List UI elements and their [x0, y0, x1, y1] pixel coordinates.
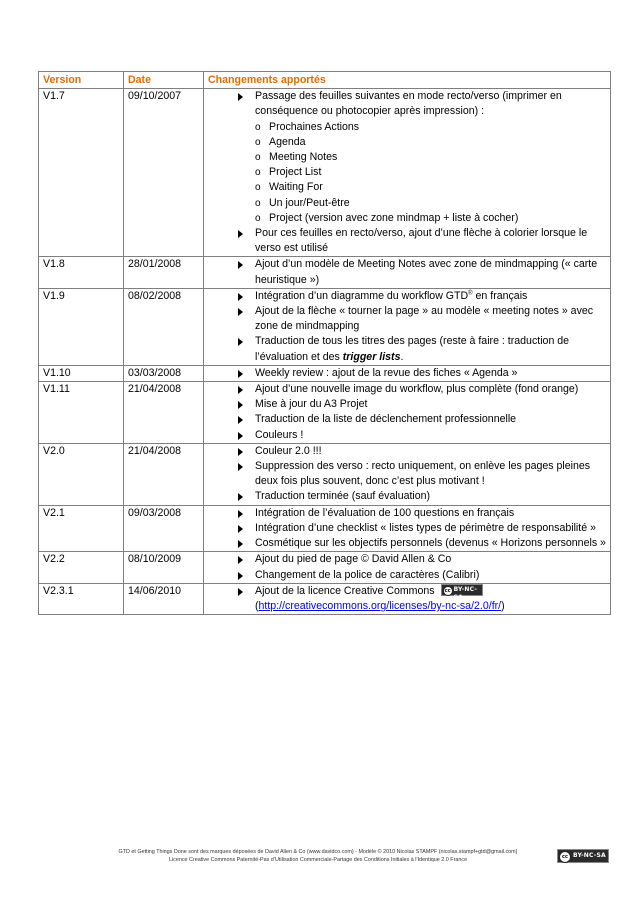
circle-bullet-icon: o — [255, 121, 261, 133]
change-item — [238, 536, 606, 551]
change-list — [208, 257, 606, 287]
sub-item-text: Project List — [269, 166, 322, 179]
cc-logo: cc — [443, 586, 453, 596]
sub-item — [255, 135, 606, 150]
table-row — [39, 443, 611, 505]
link-paren-close: ) — [501, 599, 505, 612]
change-text: Changement de la police de caractères (Calibri) — [255, 568, 480, 581]
change-text: Intégration d’une checklist « listes types de périmètre de responsabilité » — [255, 521, 596, 534]
version-cell: V2.1 — [39, 505, 124, 552]
changes-cell — [204, 365, 611, 381]
change-text: . — [400, 350, 404, 363]
sub-item-text: Waiting For — [269, 181, 323, 194]
sub-item-text: Meeting Notes — [269, 151, 338, 164]
changes-cell — [204, 257, 611, 288]
date-cell: 09/03/2008 — [124, 505, 204, 552]
change-text: Traduction de tous les titres des pages (reste à faire : traduction de l’évaluation et des — [255, 335, 570, 363]
change-item — [238, 444, 606, 459]
version-cell: V2.0 — [39, 443, 124, 505]
sub-item — [255, 180, 606, 195]
header-date: Date — [124, 72, 204, 89]
change-item — [238, 552, 606, 567]
change-item — [238, 257, 606, 287]
version-cell: V1.8 — [39, 257, 124, 288]
change-list — [208, 89, 606, 256]
version-cell: V1.10 — [39, 365, 124, 381]
date-cell: 28/01/2008 — [124, 257, 204, 288]
change-item — [238, 334, 606, 364]
change-text: Couleurs ! — [255, 428, 304, 441]
change-item — [238, 412, 606, 427]
change-text: Ajout de la licence Creative Commons — [255, 584, 435, 597]
page-footer — [88, 848, 548, 864]
version-cell: V1.11 — [39, 382, 124, 444]
change-text: Weekly review : ajout de la revue des fiches « Agenda » — [255, 366, 518, 379]
date-cell: 08/10/2009 — [124, 552, 204, 583]
circle-bullet-icon: o — [255, 152, 261, 164]
change-text: Traduction de la liste de déclenchement professionnelle — [255, 413, 517, 426]
changelog-table — [38, 71, 611, 615]
changes-cell — [204, 505, 611, 552]
date-cell: 21/04/2008 — [124, 382, 204, 444]
footer-line-1: GTD et Getting Things Done sont des marques déposées de David Allen & Co (www.davidco.com) - Modèle © 2010 Nicolas STAMPF (nicolas.stampf+gtd@gmail.com) — [118, 849, 518, 855]
change-item — [238, 584, 606, 614]
bullet-arrow-icon — [238, 525, 243, 533]
changes-cell — [204, 89, 611, 257]
sub-item-text: Prochaines Actions — [269, 120, 360, 133]
circle-bullet-icon: o — [255, 197, 261, 209]
bullet-arrow-icon — [238, 416, 243, 424]
change-item — [238, 89, 606, 226]
change-text: Pour ces feuilles en recto/verso, ajout d’une flèche à colorier lorsque le verso est utilisé — [255, 227, 588, 255]
changes-cell — [204, 443, 611, 505]
change-text: Intégration de l’évaluation de 100 questions en français — [255, 506, 515, 519]
table-row — [39, 288, 611, 365]
bullet-arrow-icon — [238, 540, 243, 548]
date-cell: 14/06/2010 — [124, 583, 204, 614]
change-text: Suppression des verso : recto uniquement, on enlève les pages pleines deux fois plus souvent, donc c’est plus motivant ! — [255, 460, 591, 488]
change-item — [238, 489, 606, 504]
change-text: Intégration d’un diagramme du workflow GTD — [255, 289, 469, 302]
change-item — [238, 506, 606, 521]
bullet-arrow-icon — [238, 556, 243, 564]
change-item — [238, 459, 606, 489]
circle-bullet-icon: o — [255, 182, 261, 194]
bullet-arrow-icon — [238, 293, 243, 301]
bullet-arrow-icon — [238, 370, 243, 378]
change-text: Traduction terminée (sauf évaluation) — [255, 490, 431, 503]
change-text: Mise à jour du A3 Projet — [255, 398, 368, 411]
change-item — [238, 289, 606, 304]
changes-cell — [204, 382, 611, 444]
table-row — [39, 365, 611, 381]
change-list — [208, 584, 606, 614]
version-cell: V2.2 — [39, 552, 124, 583]
date-cell: 09/10/2007 — [124, 89, 204, 257]
sub-item-text: Project (version avec zone mindmap + liste à cocher) — [269, 211, 519, 224]
table-row — [39, 505, 611, 552]
circle-bullet-icon: o — [255, 167, 261, 179]
change-list — [208, 382, 606, 443]
change-list — [208, 506, 606, 552]
sub-item — [255, 150, 606, 165]
sub-item — [255, 120, 606, 135]
bullet-arrow-icon — [238, 588, 243, 596]
change-item — [238, 382, 606, 397]
header-version: Version — [39, 72, 124, 89]
changes-cell — [204, 288, 611, 365]
change-item — [238, 568, 606, 583]
header-changes: Changements apportés — [204, 72, 611, 89]
sub-list — [255, 120, 606, 226]
change-text: Cosmétique sur les objectifs personnels (devenus « Horizons personnels » — [255, 537, 606, 550]
bullet-arrow-icon — [238, 510, 243, 518]
footer-license-badge — [557, 848, 609, 862]
circle-bullet-icon: o — [255, 136, 261, 148]
table-row — [39, 257, 611, 288]
date-cell: 08/02/2008 — [124, 288, 204, 365]
change-list — [208, 444, 606, 505]
cc-label: BY-NC-SA — [453, 585, 478, 601]
bullet-arrow-icon — [238, 230, 243, 238]
bullet-arrow-icon — [238, 401, 243, 409]
bullet-arrow-icon — [238, 308, 243, 316]
change-text: Passage des feuilles suivantes en mode recto/verso (imprimer en conséquence ou photocopier après impression) : — [255, 90, 562, 118]
bullet-arrow-icon — [238, 261, 243, 269]
change-text: Ajout d’un modèle de Meeting Notes avec zone de mindmapping (« carte heuristique ») — [255, 258, 598, 286]
change-item — [238, 397, 606, 412]
cc-license-icon — [441, 584, 483, 601]
sub-item — [255, 196, 606, 211]
change-list — [208, 366, 606, 381]
circle-bullet-icon: o — [255, 212, 261, 224]
header-row — [39, 72, 611, 89]
date-cell: 21/04/2008 — [124, 443, 204, 505]
change-text: Ajout d’une nouvelle image du workflow, plus complète (fond orange) — [255, 383, 579, 396]
sub-item-text: Un jour/Peut-être — [269, 196, 350, 209]
change-text: Couleur 2.0 !!! — [255, 444, 322, 457]
bullet-arrow-icon — [238, 572, 243, 580]
change-list — [208, 552, 606, 582]
footer-line-2: Licence Creative Commons Paternité-Pas d’Utilisation Commerciale-Partage des Conditions Initiales à l’Identique 2.0 France — [168, 857, 468, 863]
version-cell: V1.9 — [39, 288, 124, 365]
change-text: Ajout de la flèche « tourner la page » au modèle « meeting notes » avec zone de mindmapping — [255, 305, 594, 333]
cc-license-icon: cc BY-NC-SA — [557, 849, 609, 863]
table-row — [39, 89, 611, 257]
version-cell: V1.7 — [39, 89, 124, 257]
sub-item — [255, 211, 606, 226]
table-row — [39, 552, 611, 583]
date-cell: 03/03/2008 — [124, 365, 204, 381]
changes-cell — [204, 583, 611, 614]
bullet-arrow-icon — [238, 448, 243, 456]
changes-cell — [204, 552, 611, 583]
bullet-arrow-icon — [238, 338, 243, 346]
sub-item — [255, 165, 606, 180]
table-row — [39, 382, 611, 444]
change-item — [238, 521, 606, 536]
license-link[interactable]: http://creativecommons.org/licenses/by-nc-sa/2.0/fr/ — [258, 599, 502, 612]
bullet-arrow-icon — [238, 463, 243, 471]
change-item — [238, 366, 606, 381]
change-text: Ajout du pied de page © David Allen & Co — [255, 553, 452, 566]
sub-item-text: Agenda — [269, 135, 306, 148]
change-text: en français — [472, 289, 528, 302]
link-paren-open: ( — [255, 599, 259, 612]
change-list — [208, 289, 606, 365]
table-row — [39, 583, 611, 614]
bullet-arrow-icon — [238, 493, 243, 501]
version-cell: V2.3.1 — [39, 583, 124, 614]
bullet-arrow-icon — [238, 432, 243, 440]
change-emphasis: trigger lists — [342, 350, 401, 363]
change-item — [238, 428, 606, 443]
change-item — [238, 304, 606, 334]
bullet-arrow-icon — [238, 93, 243, 101]
change-item — [238, 226, 606, 256]
bullet-arrow-icon — [238, 386, 243, 394]
trademark-mark: ® — [468, 290, 473, 297]
